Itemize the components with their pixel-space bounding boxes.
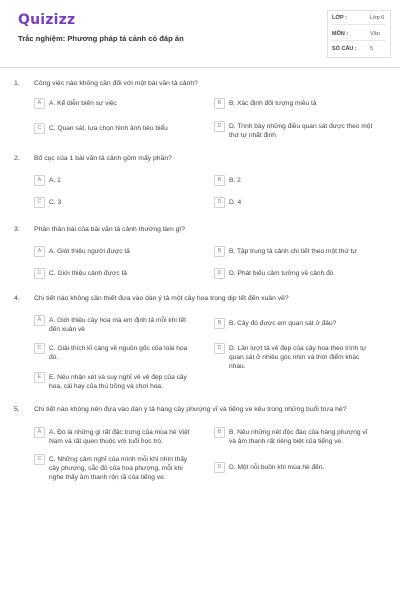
- option-letter-box: D: [214, 197, 225, 208]
- meta-class-value: Lớp 6: [370, 15, 385, 21]
- option-text: B. Nêu những nét độc đáo của hàng phượng vĩ và âm thanh rất riêng biệt của tiếng ve.: [229, 429, 368, 445]
- question-2-number: 2.: [14, 155, 20, 162]
- option-letter-box: C: [34, 454, 45, 465]
- option-text: A. 1: [49, 177, 61, 184]
- option-letter-box: A: [34, 315, 45, 326]
- option-letter-box: C: [34, 343, 45, 354]
- option-text: A. Kể diễn biến sự việc: [49, 100, 117, 107]
- question-1-number: 1.: [14, 80, 20, 87]
- option-text: C. Những cảm nghĩ của mình mỗi khi nhìn thấy cây phượng, sắc đỏ của hoa phượng, mỗi khi nghe thấy âm thanh rộn rã của tiếng ve.: [49, 456, 188, 481]
- option-letter-box: A: [34, 98, 45, 109]
- question-3-number: 3.: [14, 226, 20, 233]
- option-text: B. 2: [229, 177, 241, 184]
- option-letter-box: D: [214, 343, 225, 354]
- meta-info-box: [327, 10, 391, 58]
- question-3-text: Phần thân bài của bài văn tả cảnh thường làm gì?: [34, 226, 186, 233]
- question-2-text: Bố cục của 1 bài văn tả cảnh gồm mấy phần?: [34, 155, 172, 162]
- meta-class-label: LỚP :: [332, 15, 347, 21]
- meta-count-row: [332, 44, 386, 56]
- worksheet-header: [0, 0, 400, 68]
- option-letter-box: D: [214, 121, 225, 132]
- option-text: D. Phát biểu cảm tưởng về cảnh đó: [229, 270, 334, 277]
- meta-subject-row: [332, 29, 386, 41]
- option-letter-box: C: [34, 197, 45, 208]
- option-text: C. 3: [49, 199, 62, 206]
- question-5-text: Chi tiết nào không nên đưa vào dàn ý tả hàng cây phượng vĩ và tiếng ve kêu trong những buổi trưa hè?: [34, 406, 347, 413]
- option-letter-box: B: [214, 175, 225, 186]
- meta-subject-label: MÔN :: [332, 31, 349, 37]
- option-text: B. Tập trung tả cảnh chi tiết theo một thứ tự: [229, 248, 357, 255]
- option-text: D. 4: [229, 199, 242, 206]
- option-letter-box: D: [214, 462, 225, 473]
- option-text: E. Nêu nhận xét và suy nghĩ về vẻ đẹp của cây hoa, cái hay của thú trồng và chơi hoa.: [49, 374, 187, 390]
- option-text: A. Giới thiệu cây hoa mà em định tả mỗi khi tết đến xuân về: [49, 317, 187, 333]
- option-text: C. Giải thích kĩ càng về nguồn gốc của loài hoa đó.: [49, 345, 188, 361]
- option-text: A. Đó là những gì rất đặc trưng của mùa hè Việt Nam và rất quen thuộc với tuổi học trò.: [49, 429, 190, 445]
- question-5-number: 5.: [14, 406, 20, 413]
- option-letter-box: C: [34, 268, 45, 279]
- meta-count-value: 5: [370, 46, 374, 52]
- option-text: B. Xác định đối tượng miêu tả: [229, 100, 317, 107]
- option-letter-box: A: [34, 175, 45, 186]
- meta-count-label: SỐ CÂU :: [332, 46, 357, 52]
- option-letter-box: B: [214, 98, 225, 109]
- option-text: C. Giới thiệu cảnh được tả: [49, 270, 127, 277]
- option-letter-box: B: [214, 318, 225, 329]
- meta-subject-value: Văn: [370, 31, 380, 37]
- option-letter-box: A: [34, 246, 45, 257]
- meta-class-row: [332, 13, 386, 25]
- worksheet-title: Trắc nghiệm: Phương pháp tả cảnh có đáp án: [18, 34, 184, 43]
- option-text: D. Lần lượt tả vẻ đẹp của cây hoa theo trình tự quan sát ở nhiều góc nhìn và thời điểm khác nhau.: [229, 345, 367, 370]
- question-4-text: Chi tiết nào không cần thiết đưa vào dàn ý tả một cây hoa trong dịp tết đến xuân về?: [34, 295, 289, 302]
- option-letter-box: C: [34, 123, 45, 134]
- option-text: A. Giới thiệu người được tả: [49, 248, 130, 255]
- option-text: D. Một nỗi buồn khi mùa hè đến.: [229, 464, 325, 471]
- option-letter-box: B: [214, 246, 225, 257]
- option-letter-box: B: [214, 427, 225, 438]
- option-letter-box: D: [214, 268, 225, 279]
- option-text: D. Trình bày những điều quan sát được theo một thứ tự nhất định: [229, 123, 373, 139]
- option-text: C. Quan sát, lựa chọn hình ảnh tiêu biểu: [49, 125, 168, 132]
- option-letter-box: E: [34, 372, 45, 383]
- option-text: B. Cây đó được em quan sát ở đâu?: [229, 320, 337, 327]
- question-4-number: 4.: [14, 295, 20, 302]
- quizizz-logo: Quizizz: [18, 12, 76, 28]
- question-1-text: Công việc nào không cần đối với một bài văn tả cảnh?: [34, 80, 198, 87]
- option-letter-box: A: [34, 427, 45, 438]
